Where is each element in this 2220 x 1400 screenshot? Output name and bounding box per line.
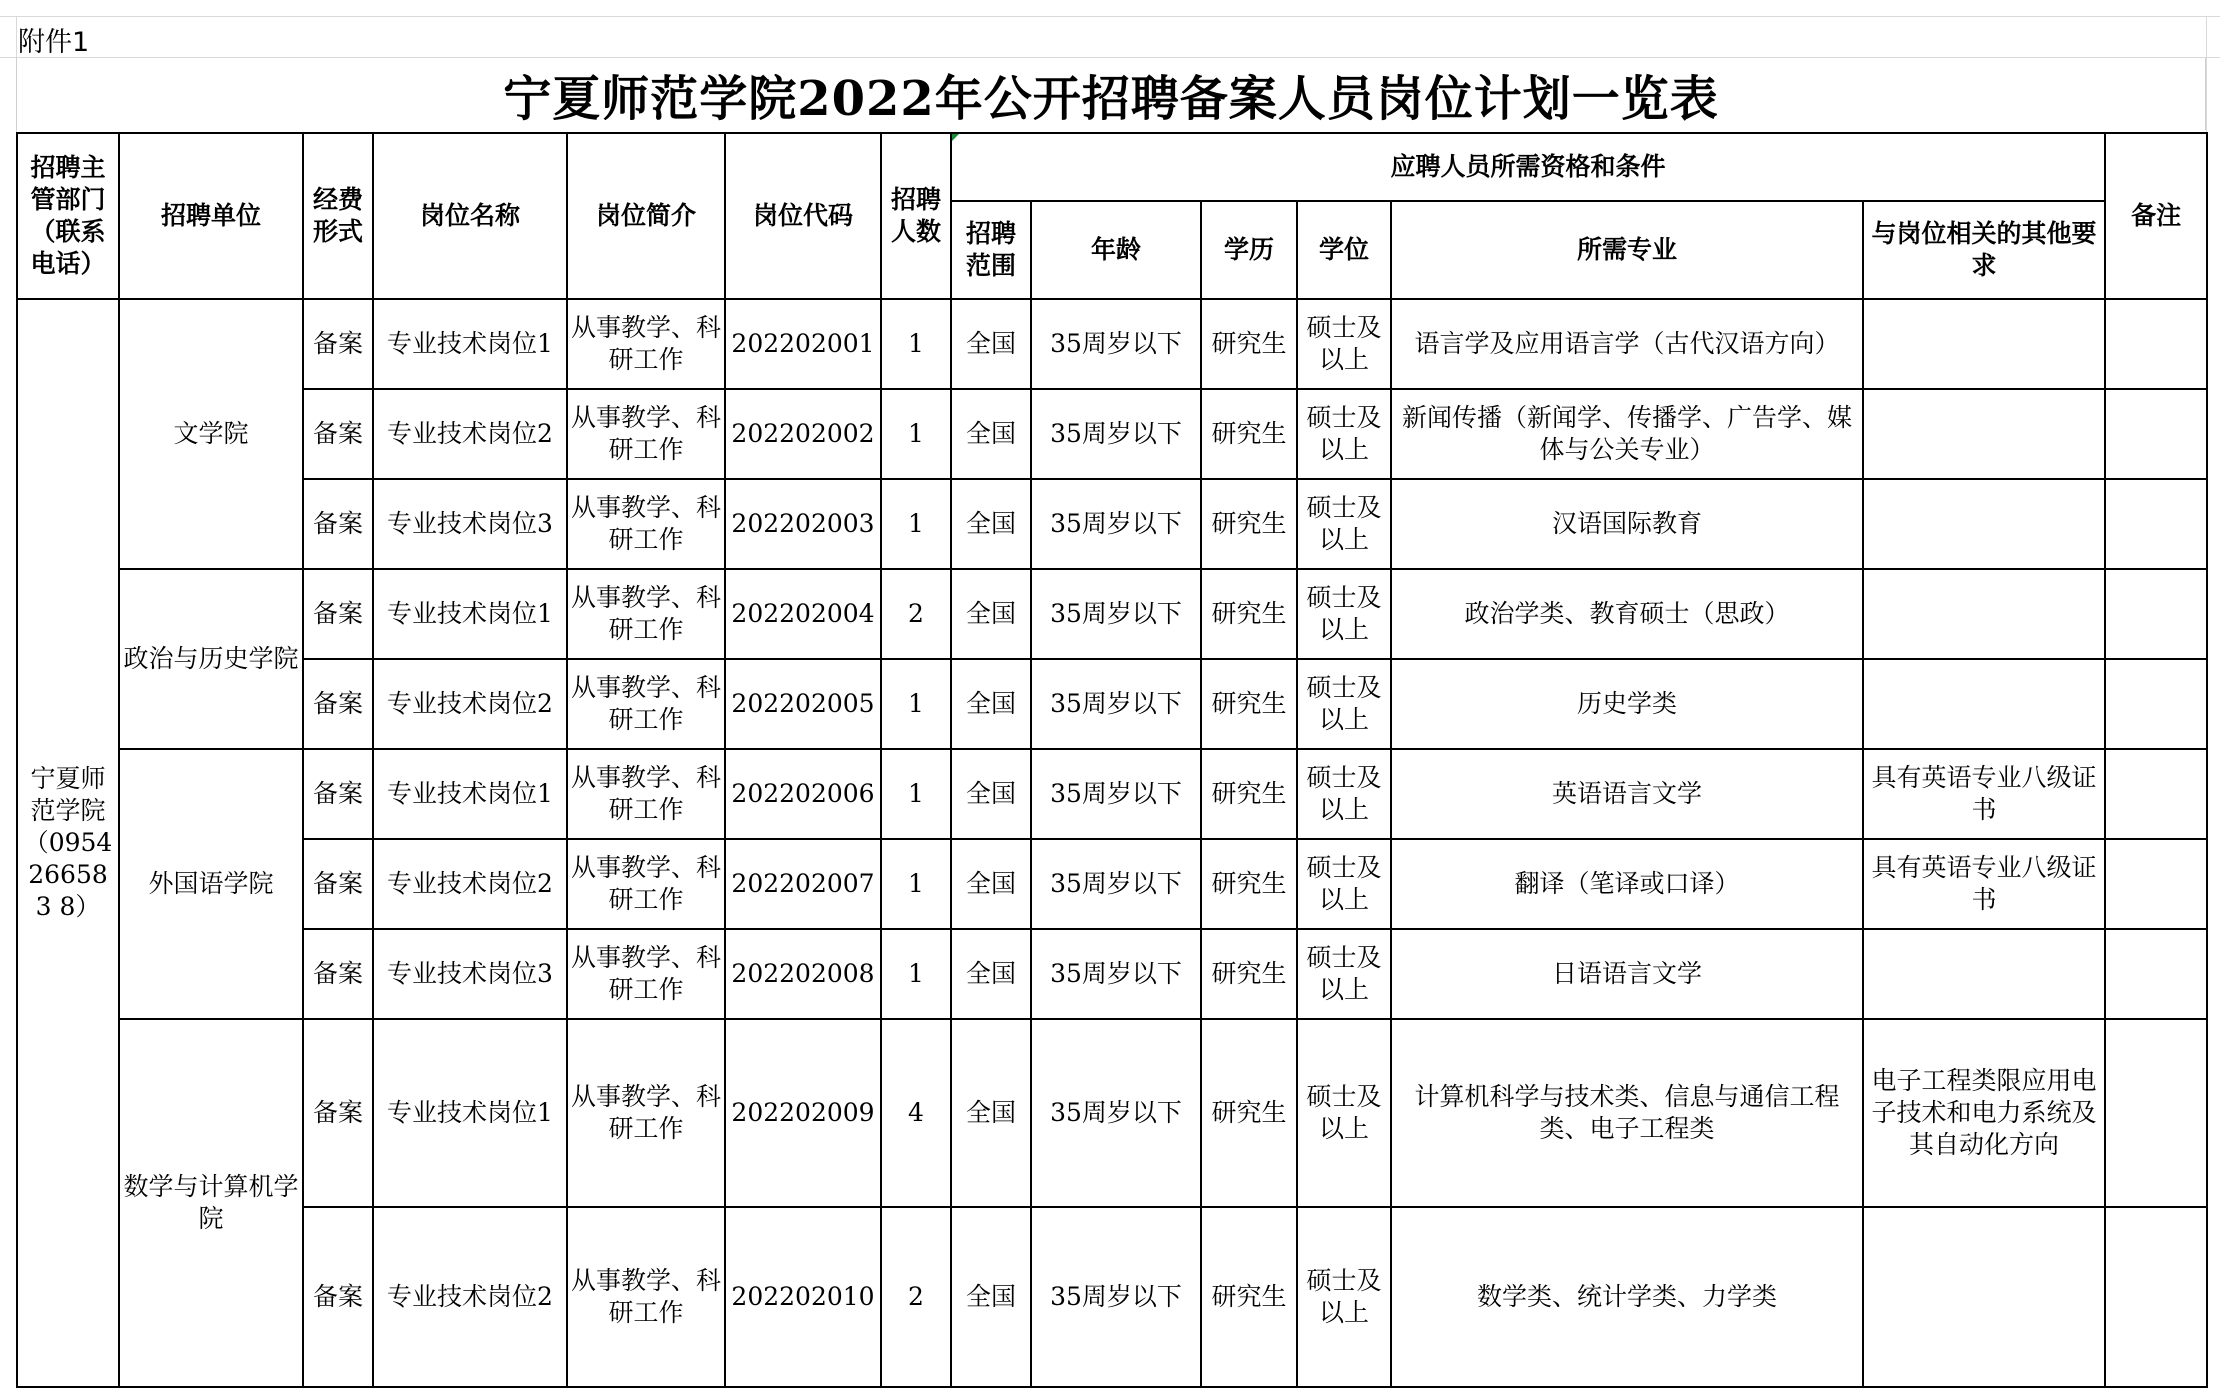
cell-count[interactable]: 1 bbox=[881, 749, 951, 839]
cell-major[interactable]: 政治学类、教育硕士（思政） bbox=[1391, 569, 1863, 659]
cell-post-code[interactable]: 202202008 bbox=[725, 929, 881, 1019]
cell-post-intro[interactable]: 从事教学、科研工作 bbox=[567, 569, 725, 659]
cell-funding[interactable]: 备案 bbox=[303, 1019, 373, 1207]
cell-education[interactable]: 研究生 bbox=[1201, 839, 1297, 929]
cell-degree[interactable]: 硕士及以上 bbox=[1297, 569, 1391, 659]
cell-scope[interactable]: 全国 bbox=[951, 569, 1031, 659]
cell-unit[interactable]: 文学院 bbox=[119, 299, 303, 569]
cell-post-name[interactable]: 专业技术岗位1 bbox=[373, 1019, 567, 1207]
cell-department[interactable]: 宁夏师范学院（0954266583 8） bbox=[17, 299, 119, 1387]
cell-post-intro[interactable]: 从事教学、科研工作 bbox=[567, 749, 725, 839]
cell-other[interactable] bbox=[1863, 299, 2105, 389]
header-unit[interactable]: 招聘单位 bbox=[119, 133, 303, 299]
header-dept[interactable]: 招聘主管部门（联系电话） bbox=[17, 133, 119, 299]
cell-degree[interactable]: 硕士及以上 bbox=[1297, 389, 1391, 479]
cell-education[interactable]: 研究生 bbox=[1201, 479, 1297, 569]
cell-other[interactable] bbox=[1863, 479, 2105, 569]
cell-major[interactable]: 日语语言文学 bbox=[1391, 929, 1863, 1019]
cell-count[interactable]: 2 bbox=[881, 569, 951, 659]
cell-funding[interactable]: 备案 bbox=[303, 1207, 373, 1387]
header-row bbox=[17, 133, 2207, 201]
cell-degree[interactable]: 硕士及以上 bbox=[1297, 659, 1391, 749]
cell-count[interactable]: 1 bbox=[881, 839, 951, 929]
table-row bbox=[17, 659, 2207, 749]
cell-major[interactable]: 历史学类 bbox=[1391, 659, 1863, 749]
cell-remarks[interactable] bbox=[2105, 479, 2207, 569]
cell-funding[interactable]: 备案 bbox=[303, 479, 373, 569]
cell-funding[interactable]: 备案 bbox=[303, 659, 373, 749]
cell-major[interactable]: 数学类、统计学类、力学类 bbox=[1391, 1207, 1863, 1387]
table-row bbox=[17, 929, 2207, 1019]
cell-major[interactable]: 计算机科学与技术类、信息与通信工程类、电子工程类 bbox=[1391, 1019, 1863, 1207]
cell-post-intro[interactable]: 从事教学、科研工作 bbox=[567, 1207, 725, 1387]
cell-other[interactable] bbox=[1863, 929, 2105, 1019]
cell-other[interactable]: 具有英语专业八级证书 bbox=[1863, 839, 2105, 929]
cell-age[interactable]: 35周岁以下 bbox=[1031, 839, 1201, 929]
cell-degree[interactable]: 硕士及以上 bbox=[1297, 749, 1391, 839]
attachment-label: 附件1 bbox=[18, 27, 90, 58]
cell-education[interactable]: 研究生 bbox=[1201, 929, 1297, 1019]
cell-education[interactable]: 研究生 bbox=[1201, 299, 1297, 389]
cell-remarks[interactable] bbox=[2105, 749, 2207, 839]
cell-count[interactable]: 2 bbox=[881, 1207, 951, 1387]
cell-age[interactable]: 35周岁以下 bbox=[1031, 659, 1201, 749]
cell-remarks[interactable] bbox=[2105, 929, 2207, 1019]
cell-remarks[interactable] bbox=[2105, 299, 2207, 389]
cell-post-name[interactable]: 专业技术岗位1 bbox=[373, 569, 567, 659]
cell-count[interactable]: 1 bbox=[881, 659, 951, 749]
table-row bbox=[17, 749, 2207, 839]
header-other[interactable]: 与岗位相关的其他要求 bbox=[1863, 201, 2105, 299]
cell-post-name[interactable]: 专业技术岗位3 bbox=[373, 479, 567, 569]
cell-post-code[interactable]: 202202006 bbox=[725, 749, 881, 839]
cell-other[interactable] bbox=[1863, 389, 2105, 479]
cell-major[interactable]: 英语语言文学 bbox=[1391, 749, 1863, 839]
header-education[interactable]: 学历 bbox=[1201, 201, 1297, 299]
sheet-gridline bbox=[0, 16, 2220, 17]
cell-education[interactable]: 研究生 bbox=[1201, 1019, 1297, 1207]
header-qualifications[interactable] bbox=[951, 133, 2105, 201]
cell-scope[interactable]: 全国 bbox=[951, 659, 1031, 749]
cell-count[interactable]: 1 bbox=[881, 389, 951, 479]
cell-funding[interactable]: 备案 bbox=[303, 569, 373, 659]
header-age[interactable]: 年龄 bbox=[1031, 201, 1201, 299]
cell-post-name[interactable]: 专业技术岗位2 bbox=[373, 839, 567, 929]
cell-post-code[interactable]: 202202007 bbox=[725, 839, 881, 929]
cell-degree[interactable]: 硕士及以上 bbox=[1297, 299, 1391, 389]
cell-funding[interactable]: 备案 bbox=[303, 299, 373, 389]
table-row bbox=[17, 569, 2207, 659]
comment-indicator-icon bbox=[951, 133, 960, 142]
cell-age[interactable]: 35周岁以下 bbox=[1031, 389, 1201, 479]
cell-post-name[interactable]: 专业技术岗位2 bbox=[373, 389, 567, 479]
cell-remarks[interactable] bbox=[2105, 1019, 2207, 1207]
cell-count[interactable]: 4 bbox=[881, 1019, 951, 1207]
cell-count[interactable]: 1 bbox=[881, 929, 951, 1019]
cell-education[interactable]: 研究生 bbox=[1201, 569, 1297, 659]
header-scope[interactable]: 招聘范围 bbox=[951, 201, 1031, 299]
cell-post-name[interactable]: 专业技术岗位3 bbox=[373, 929, 567, 1019]
table-row bbox=[17, 1019, 2207, 1207]
cell-count[interactable]: 1 bbox=[881, 479, 951, 569]
cell-remarks[interactable] bbox=[2105, 1207, 2207, 1387]
cell-other[interactable]: 电子工程类限应用电子技术和电力系统及其自动化方向 bbox=[1863, 1019, 2105, 1207]
cell-unit[interactable]: 政治与历史学院 bbox=[119, 569, 303, 749]
cell-post-code[interactable]: 202202004 bbox=[725, 569, 881, 659]
header-funding[interactable]: 经费形式 bbox=[303, 133, 373, 299]
cell-other[interactable] bbox=[1863, 1207, 2105, 1387]
cell-remarks[interactable] bbox=[2105, 839, 2207, 929]
cell-degree[interactable]: 硕士及以上 bbox=[1297, 929, 1391, 1019]
cell-major[interactable]: 新闻传播（新闻学、传播学、广告学、媒体与公关专业） bbox=[1391, 389, 1863, 479]
cell-education[interactable]: 研究生 bbox=[1201, 659, 1297, 749]
cell-major[interactable]: 翻译（笔译或口译） bbox=[1391, 839, 1863, 929]
cell-post-intro[interactable]: 从事教学、科研工作 bbox=[567, 1019, 725, 1207]
cell-degree[interactable]: 硕士及以上 bbox=[1297, 1207, 1391, 1387]
cell-age[interactable]: 35周岁以下 bbox=[1031, 749, 1201, 839]
cell-age[interactable]: 35周岁以下 bbox=[1031, 1207, 1201, 1387]
cell-post-intro[interactable]: 从事教学、科研工作 bbox=[567, 299, 725, 389]
header-degree[interactable]: 学位 bbox=[1297, 201, 1391, 299]
cell-scope[interactable]: 全国 bbox=[951, 1207, 1031, 1387]
cell-funding[interactable]: 备案 bbox=[303, 389, 373, 479]
cell-other[interactable] bbox=[1863, 569, 2105, 659]
cell-post-code[interactable]: 202202001 bbox=[725, 299, 881, 389]
cell-post-intro[interactable]: 从事教学、科研工作 bbox=[567, 389, 725, 479]
cell-scope[interactable]: 全国 bbox=[951, 479, 1031, 569]
recruitment-plan-table bbox=[16, 132, 2208, 1388]
table-row bbox=[17, 1207, 2207, 1387]
cell-post-code[interactable]: 202202002 bbox=[725, 389, 881, 479]
cell-scope[interactable]: 全国 bbox=[951, 1019, 1031, 1207]
page-title: 宁夏师范学院2022年公开招聘备案人员岗位计划一览表 bbox=[503, 70, 1719, 127]
cell-major[interactable]: 汉语国际教育 bbox=[1391, 479, 1863, 569]
cell-age[interactable]: 35周岁以下 bbox=[1031, 1019, 1201, 1207]
cell-post-name[interactable]: 专业技术岗位1 bbox=[373, 749, 567, 839]
cell-education[interactable]: 研究生 bbox=[1201, 749, 1297, 839]
cell-unit[interactable]: 数学与计算机学院 bbox=[119, 1019, 303, 1387]
header-count[interactable]: 招聘人数 bbox=[881, 133, 951, 299]
cell-degree[interactable]: 硕士及以上 bbox=[1297, 1019, 1391, 1207]
table-row bbox=[17, 389, 2207, 479]
cell-post-intro[interactable]: 从事教学、科研工作 bbox=[567, 479, 725, 569]
cell-degree[interactable]: 硕士及以上 bbox=[1297, 839, 1391, 929]
cell-post-name[interactable]: 专业技术岗位2 bbox=[373, 659, 567, 749]
header-post-intro[interactable]: 岗位简介 bbox=[567, 133, 725, 299]
cell-major[interactable]: 语言学及应用语言学（古代汉语方向） bbox=[1391, 299, 1863, 389]
cell-post-intro[interactable]: 从事教学、科研工作 bbox=[567, 839, 725, 929]
cell-post-name[interactable]: 专业技术岗位2 bbox=[373, 1207, 567, 1387]
title-cell[interactable] bbox=[16, 58, 2206, 130]
cell-count[interactable]: 1 bbox=[881, 299, 951, 389]
cell-post-name[interactable]: 专业技术岗位1 bbox=[373, 299, 567, 389]
header-post-name[interactable]: 岗位名称 bbox=[373, 133, 567, 299]
cell-age[interactable]: 35周岁以下 bbox=[1031, 479, 1201, 569]
cell-education[interactable]: 研究生 bbox=[1201, 389, 1297, 479]
cell-scope[interactable]: 全国 bbox=[951, 929, 1031, 1019]
cell-degree[interactable]: 硕士及以上 bbox=[1297, 479, 1391, 569]
cell-scope[interactable]: 全国 bbox=[951, 299, 1031, 389]
cell-post-code[interactable]: 202202010 bbox=[725, 1207, 881, 1387]
cell-post-intro[interactable]: 从事教学、科研工作 bbox=[567, 929, 725, 1019]
table-row bbox=[17, 839, 2207, 929]
cell-post-code[interactable]: 202202009 bbox=[725, 1019, 881, 1207]
cell-other[interactable]: 具有英语专业八级证书 bbox=[1863, 749, 2105, 839]
table-row bbox=[17, 479, 2207, 569]
cell-education[interactable]: 研究生 bbox=[1201, 1207, 1297, 1387]
cell-funding[interactable]: 备案 bbox=[303, 749, 373, 839]
header-qualifications-label: 应聘人员所需资格和条件 bbox=[1390, 152, 1666, 181]
header-major[interactable]: 所需专业 bbox=[1391, 201, 1863, 299]
cell-remarks[interactable] bbox=[2105, 569, 2207, 659]
cell-age[interactable]: 35周岁以下 bbox=[1031, 569, 1201, 659]
cell-age[interactable]: 35周岁以下 bbox=[1031, 299, 1201, 389]
cell-scope[interactable]: 全国 bbox=[951, 839, 1031, 929]
cell-post-code[interactable]: 202202003 bbox=[725, 479, 881, 569]
table-row bbox=[17, 299, 2207, 389]
cell-remarks[interactable] bbox=[2105, 389, 2207, 479]
header-remarks[interactable]: 备注 bbox=[2105, 133, 2207, 299]
cell-age[interactable]: 35周岁以下 bbox=[1031, 929, 1201, 1019]
cell-remarks[interactable] bbox=[2105, 659, 2207, 749]
cell-funding[interactable]: 备案 bbox=[303, 839, 373, 929]
cell-unit[interactable]: 外国语学院 bbox=[119, 749, 303, 1019]
cell-other[interactable] bbox=[1863, 659, 2105, 749]
cell-funding[interactable]: 备案 bbox=[303, 929, 373, 1019]
header-post-code[interactable]: 岗位代码 bbox=[725, 133, 881, 299]
cell-post-code[interactable]: 202202005 bbox=[725, 659, 881, 749]
cell-scope[interactable]: 全国 bbox=[951, 749, 1031, 839]
cell-scope[interactable]: 全国 bbox=[951, 389, 1031, 479]
cell-post-intro[interactable]: 从事教学、科研工作 bbox=[567, 659, 725, 749]
